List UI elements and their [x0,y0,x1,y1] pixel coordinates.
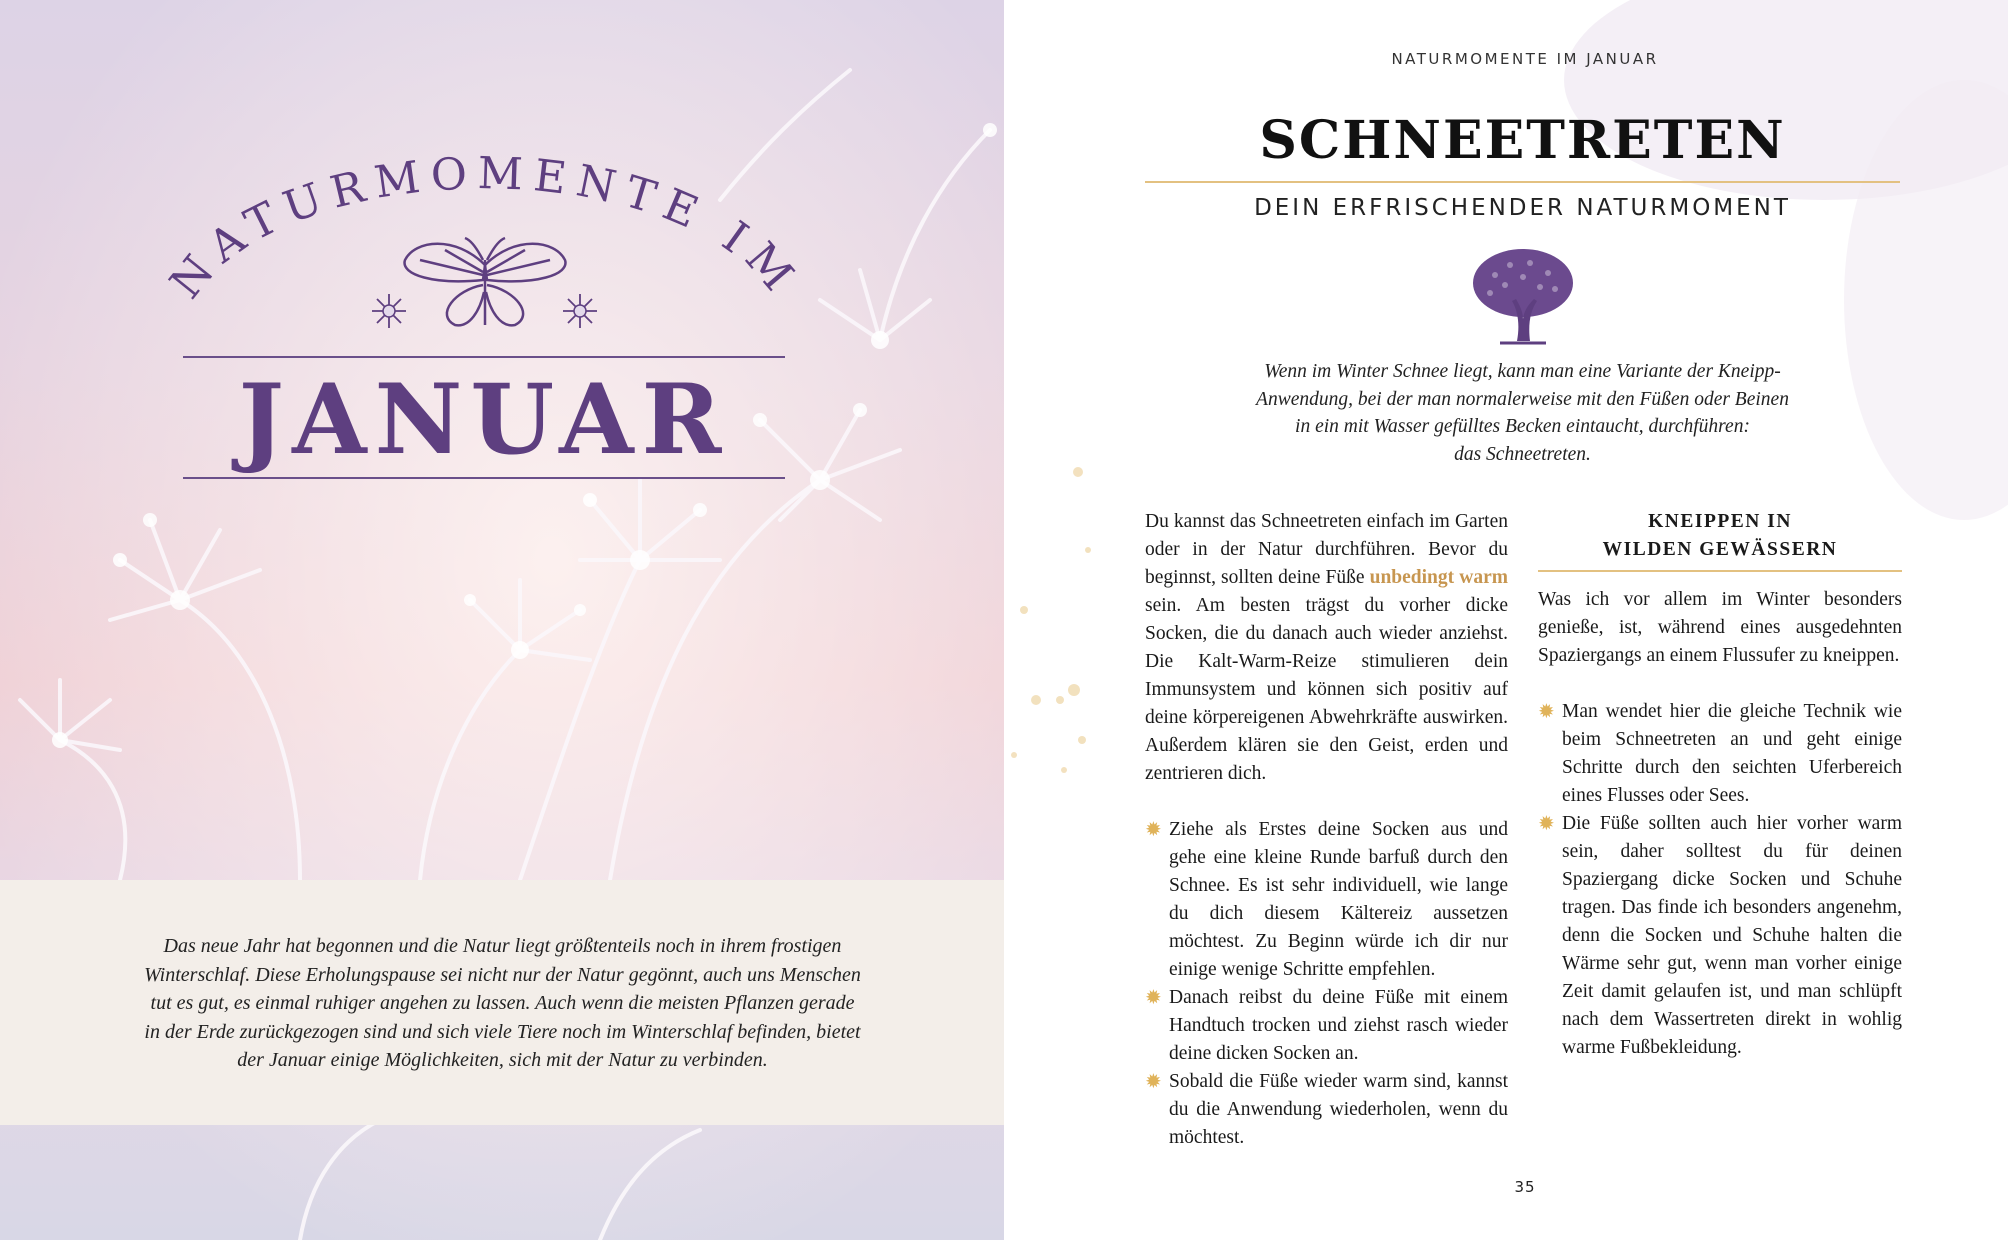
title-rule [1145,181,1900,183]
month-title: JANUAR [238,363,730,476]
list-item [1145,1068,1508,1152]
para-text: sein. Am besten trägst du vorher dicke Socken, die du danach auch wieder anziehst. Die Kalt-Warm-Reize stimulieren dein Immunsystem und können sich positiv auf deine körpereigenen Abwehrkräfte auswirken. Außerdem klären sie den Geist, erden und zentrieren dich. [1145,595,1508,784]
intro-text [100,932,905,1075]
running-header: NATURMOMENTE IM JANUAR [1391,50,1659,68]
list-item [1538,810,1902,1062]
arc-title-text: NATURMOMENTE IM [160,150,810,309]
list-item-text: Man wendet hier die gleiche Technik wie beim Schneetreten an und geht einige Schritte durch den seichten Uferbereich eines Flusses oder Sees. [1562,701,1902,806]
sun-bullet-icon: ✹ [1145,819,1162,841]
intro-line: der Januar einige Möglichkeiten, sich mit der Natur zu verbinden. [237,1049,768,1071]
box-paragraph: Was ich vor allem im Winter besonders genieße, ist, während eines ausgedehnten Spaziergangs an einem Flussufer zu kneippen. [1538,589,1902,666]
page-number: 35 [1514,1178,1536,1196]
lead-line: das Schneetreten. [1454,443,1591,465]
sparkle-icon [555,286,605,336]
box-title-rule [1538,570,1902,572]
sun-bullet-icon: ✹ [1538,813,1555,835]
list-item-text: Sobald die Füße wieder warm sind, kannst du die Anwendung wiederholen, wenn du möchtest. [1169,1071,1508,1148]
tree-icon [1470,245,1576,345]
list-item [1145,984,1508,1068]
list-item-text: Ziehe als Erstes deine Socken aus und gehe eine kleine Runde barfuß durch den Schnee. Es ist sehr individuell, wie lange du dich diesem Kältereiz aussetzen möchtest. Zu Beginn würde ich dir nur einige wenige Schritte empfehlen. [1169,819,1508,980]
box-title [1538,508,1902,564]
sun-bullet-icon: ✹ [1145,987,1162,1009]
page-subtitle: DEIN ERFRISCHENDER NATURMOMENT [1254,195,1791,221]
highlight-text: unbedingt warm [1369,567,1508,588]
intro-line: Das neue Jahr hat begonnen und die Natur liegt größtenteils noch in ihrem frostigen [163,935,842,957]
list-item [1538,698,1902,810]
lead-line: in ein mit Wasser gefülltes Becken eintaucht, durchführen: [1295,416,1750,437]
lead-text [1235,358,1810,468]
sidebar-column [1538,508,1902,1062]
title-rule-bottom [183,477,785,479]
list-item [1145,816,1508,984]
box-title-line: WILDEN GEWÄSSERN [1602,539,1838,560]
intro-line: in der Erde zurückgezogen sind und sich viele Tiere noch im Winterschlaf befinden, bietet [144,1020,861,1043]
page-title: SCHNEETRETEN [1259,110,1786,171]
lead-line: Anwendung, bei der man normalerweise mit den Füßen oder Beinen [1256,388,1789,410]
main-column [1145,508,1508,1152]
intro-paragraph [1145,508,1508,788]
para-text: Du kannst das Schneetreten einfach im Garten oder in der Natur durchführen. Bevor du beginnst, sollten deine Füße [1145,511,1508,588]
intro-line: Winterschlaf. Diese Erholungspause sei nicht nur der Natur gegönnt, auch uns Menschen [144,963,861,986]
intro-line: tut es gut, es einmal ruhiger angehen zu lassen. Auch wenn die meisten Pflanzen gerade [150,992,855,1014]
sun-bullet-icon: ✹ [1538,701,1555,723]
title-rule-top [183,356,785,358]
lead-line: Wenn im Winter Schnee liegt, kann man eine Variante der Kneipp- [1264,361,1781,382]
list-item-text: Danach reibst du deine Füße mit einem Handtuch trocken und ziehst rasch wieder deine dicken Socken an. [1169,987,1508,1064]
box-title-line: KNEIPPEN IN [1648,511,1792,532]
sparkle-icon [364,286,414,336]
list-item-text: Die Füße sollten auch hier vorher warm sein, daher solltest du für deinen Spaziergang dicke Socken und Schuhe tragen. Das finde ich besonders angenehm, denn die Socken und Schuhe halten die Wärme sehr gut, wenn man vorher einige Zeit damit gelaufen ist, und man schlüpft nach dem Wassertreten direkt in wohlig warme Fußbekleidung. [1562,813,1902,1058]
sun-bullet-icon: ✹ [1145,1071,1162,1093]
